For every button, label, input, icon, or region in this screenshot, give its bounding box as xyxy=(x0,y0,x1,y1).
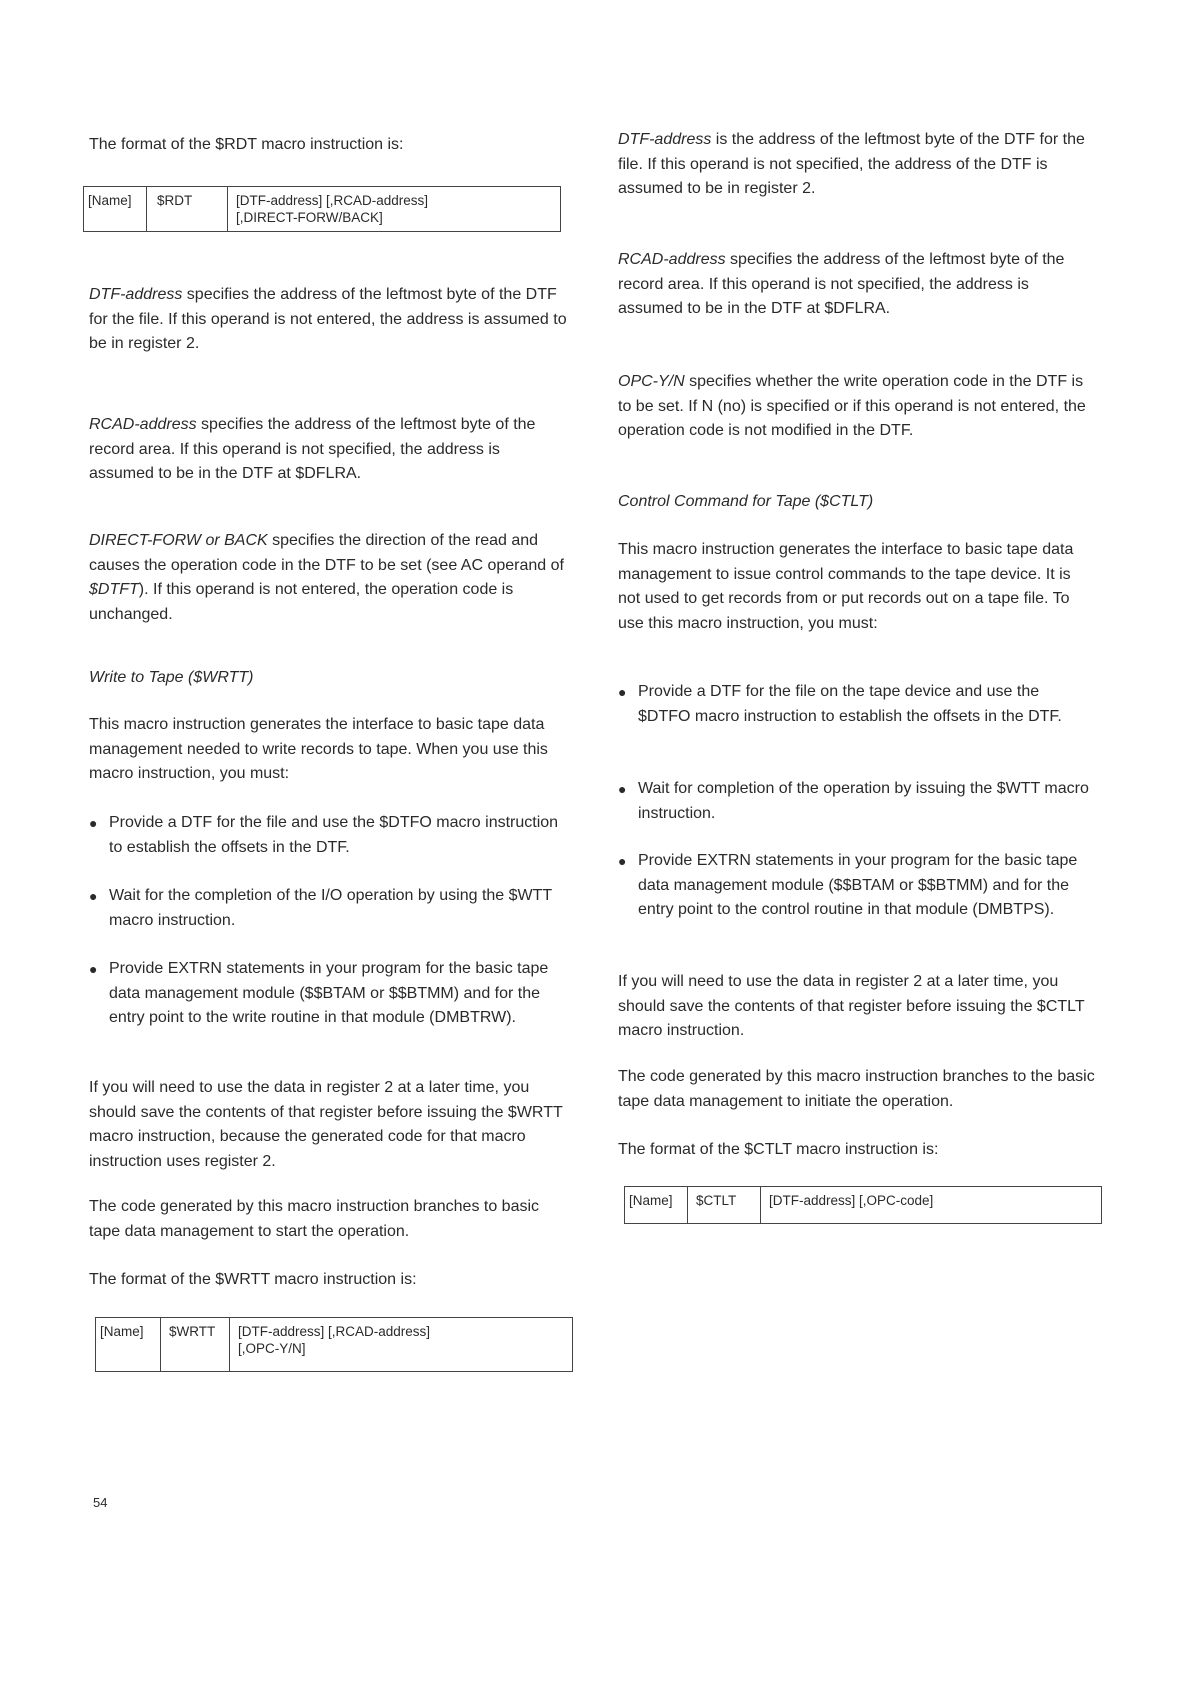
right-dtf-address-description xyxy=(618,128,1096,202)
bullet-icon: ● xyxy=(618,853,627,869)
rdt-name-cell: [Name] xyxy=(84,187,147,232)
wrtt-operands-cell xyxy=(230,1318,573,1372)
wrtt-format-intro: The format of the $WRTT macro instruction is: xyxy=(89,1271,417,1288)
opc-yn-description xyxy=(618,370,1096,444)
wrtt-intro: This macro instruction generates the interface to basic tape data management needed to write records to tape. When you use this macro instruction, you must: xyxy=(89,716,548,782)
direct-term: DIRECT-FORW or BACK xyxy=(89,532,268,549)
bullet-icon: ● xyxy=(89,888,98,904)
wrtt-section-heading: Write to Tape ($WRTT) xyxy=(89,669,254,686)
page-number: 54 xyxy=(93,1495,108,1510)
wrtt-code-note: The code generated by this macro instruction branches to basic tape data management to start the operation. xyxy=(89,1198,540,1240)
rdt-operands-cell xyxy=(228,187,561,232)
wrtt-operands-line2: [,OPC-Y/N] xyxy=(238,1341,306,1356)
rcad-address-term: RCAD-address xyxy=(618,251,726,268)
ctlt-operands-cell: [DTF-address] [,OPC-code] xyxy=(761,1187,1102,1224)
rdt-format-intro: The format of the $RDT macro instruction is: xyxy=(89,136,404,153)
wrtt-op-cell: $WRTT xyxy=(161,1318,230,1372)
direct-text-1: specifies the direction of the read and causes the operation code in the DTF to be set (see AC operand of xyxy=(89,532,564,574)
left-dtf-address-description xyxy=(89,283,569,357)
bullet-icon: ● xyxy=(618,684,627,700)
rdt-operands-line1: [DTF-address] [,RCAD-address] xyxy=(236,193,429,208)
rcad-address-text: specifies the address of the leftmost byte of the record area. If this operand is not specified, the address is assumed to be in the DTF at $DFLRA. xyxy=(618,251,1065,317)
rdt-format-table xyxy=(83,186,561,232)
direct-forw-back-description xyxy=(89,529,569,627)
ctlt-register-note: If you will need to use the data in register 2 at a later time, you should save the contents of that register before issuing the $CTLT macro instruction. xyxy=(618,973,1085,1039)
ctlt-name-cell: [Name] xyxy=(625,1187,688,1224)
bullet-text: Provide a DTF for the file and use the $DTFO macro instruction to establish the offsets in the DTF. xyxy=(109,814,559,856)
rcad-address-text: specifies the address of the leftmost byte of the record area. If this operand is not specified, the address is assumed to be in the DTF at $DFLRA. xyxy=(89,416,536,482)
wrtt-register-note: If you will need to use the data in register 2 at a later time, you should save the contents of that register before issuing the $WRTT macro instruction, because the generated code for that macro instruction uses register 2. xyxy=(89,1079,563,1170)
bullet-icon: ● xyxy=(89,815,98,831)
rdt-operands-line2: [,DIRECT-FORW/BACK] xyxy=(236,210,383,225)
bullet-text: Provide EXTRN statements in your program for the basic tape data management module ($$BTAM or $$BTMM) and for the entry point to the write routine in that module (DMBTRW). xyxy=(109,960,549,1026)
wrtt-format-table xyxy=(95,1317,573,1372)
bullet-text: Wait for completion of the operation by issuing the $WTT macro instruction. xyxy=(638,780,1089,822)
bullet-text: Wait for the completion of the I/O operation by using the $WTT macro instruction. xyxy=(109,887,552,929)
rdt-op-cell: $RDT xyxy=(147,187,228,232)
ctlt-section-heading: Control Command for Tape ($CTLT) xyxy=(618,493,874,510)
dtf-address-term: DTF-address xyxy=(618,131,712,148)
ctlt-code-note: The code generated by this macro instruction branches to the basic tape data management to initiate the operation. xyxy=(618,1068,1095,1110)
dtf-address-text: is the address of the leftmost byte of the DTF for the file. If this operand is not specified, the address of the DTF is assumed to be in register 2. xyxy=(618,131,1085,197)
rcad-address-term: RCAD-address xyxy=(89,416,197,433)
left-rcad-address-description xyxy=(89,413,569,487)
ctlt-format-intro: The format of the $CTLT macro instruction is: xyxy=(618,1141,939,1158)
ctlt-format-table xyxy=(624,1186,1102,1224)
opc-yn-text: specifies whether the write operation code in the DTF is to be set. If N (no) is specified or if this operand is not entered, the operation code is not modified in the DTF. xyxy=(618,373,1086,439)
ctlt-op-cell: $CTLT xyxy=(688,1187,761,1224)
bullet-icon: ● xyxy=(89,961,98,977)
dtf-address-text: specifies the address of the leftmost byte of the DTF for the file. If this operand is not entered, the address is assumed to be in register 2. xyxy=(89,286,567,352)
wrtt-name-cell: [Name] xyxy=(96,1318,161,1372)
direct-text-2: ). If this operand is not entered, the operation code is unchanged. xyxy=(89,581,514,623)
wrtt-operands-line1: [DTF-address] [,RCAD-address] xyxy=(238,1324,431,1339)
bullet-text: Provide EXTRN statements in your program for the basic tape data management module ($$BTAM or $$BTMM) and for the entry point to the control routine in that module (DMBTPS). xyxy=(638,852,1078,918)
bullet-icon: ● xyxy=(618,781,627,797)
bullet-text: Provide a DTF for the file on the tape device and use the $DTFO macro instruction to establish the offsets in the DTF. xyxy=(638,683,1062,725)
dtf-address-term: DTF-address xyxy=(89,286,183,303)
right-rcad-address-description xyxy=(618,248,1096,322)
ctlt-intro: This macro instruction generates the interface to basic tape data management to issue control commands to the tape device. It is not used to get records from or put records out on a tape file. To use this macro instruction, you must: xyxy=(618,541,1074,632)
dtft-term: $DTFT xyxy=(89,581,139,598)
opc-yn-term: OPC-Y/N xyxy=(618,373,685,390)
